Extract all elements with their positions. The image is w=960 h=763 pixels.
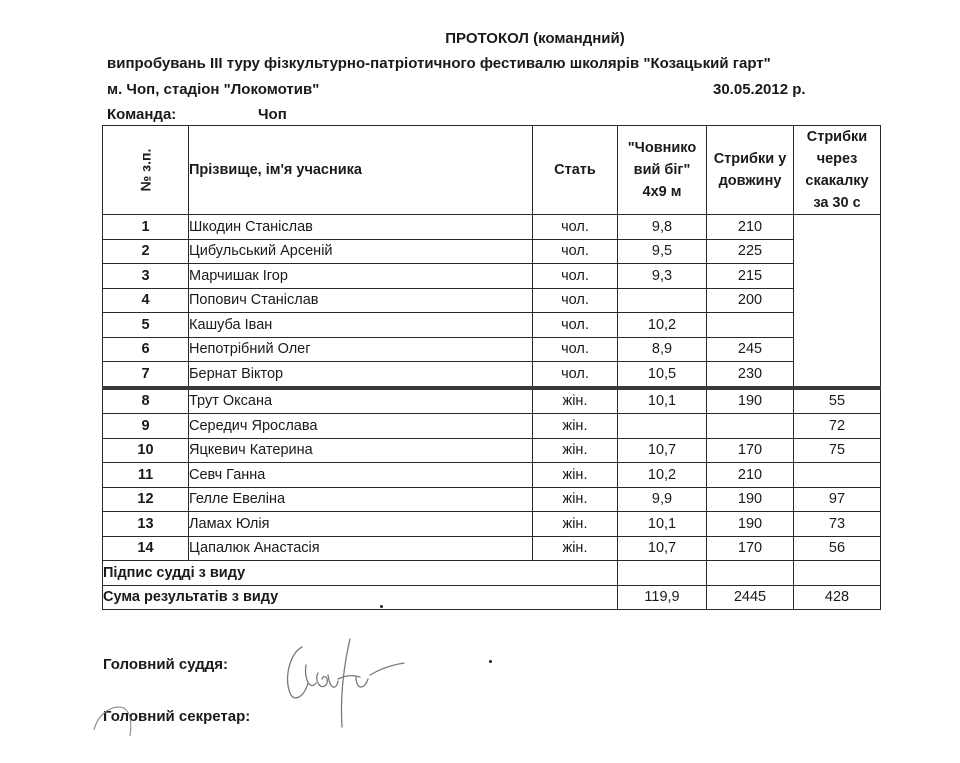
participant-sex: чол. bbox=[533, 264, 618, 289]
participant-number: 10 bbox=[103, 438, 189, 463]
venue: м. Чоп, стадіон "Локомотив" bbox=[107, 81, 320, 98]
judge-signature-run bbox=[618, 561, 707, 586]
participant-number: 7 bbox=[103, 362, 189, 388]
shuttle-run-result: 9,3 bbox=[618, 264, 707, 289]
table-row bbox=[103, 337, 881, 362]
judge-signature-rope bbox=[794, 561, 881, 586]
participant-name: Цапалюк Анастасія bbox=[189, 536, 533, 561]
participant-name: Непотрібний Олег bbox=[189, 337, 533, 362]
table-row bbox=[103, 313, 881, 338]
sum-label: Сума результатів з виду bbox=[103, 585, 618, 610]
participant-number: 3 bbox=[103, 264, 189, 289]
participant-number: 5 bbox=[103, 313, 189, 338]
participant-sex: чол. bbox=[533, 288, 618, 313]
column-header-number: № з.п. bbox=[103, 126, 189, 215]
judge-signature-label: Підпис судді з виду bbox=[103, 561, 618, 586]
long-jump-result bbox=[707, 313, 794, 338]
table-header-row bbox=[103, 126, 881, 215]
participant-name: Шкодин Станіслав bbox=[189, 215, 533, 240]
rope-jump-result: 73 bbox=[794, 512, 881, 537]
document-title: ПРОТОКОЛ (командний) bbox=[445, 30, 625, 47]
rope-jump-result: 72 bbox=[794, 414, 881, 439]
table-row bbox=[103, 215, 881, 240]
judge-signature-row bbox=[103, 561, 881, 586]
shuttle-run-result: 10,1 bbox=[618, 388, 707, 414]
shuttle-run-result: 8,9 bbox=[618, 337, 707, 362]
sum-rope-jump: 428 bbox=[794, 585, 881, 610]
chief-judge-label: Головний суддя: bbox=[103, 656, 229, 673]
long-jump-result bbox=[707, 414, 794, 439]
rope-jump-result: 97 bbox=[794, 487, 881, 512]
shuttle-run-result bbox=[618, 288, 707, 313]
long-jump-result: 230 bbox=[707, 362, 794, 388]
table-row bbox=[103, 487, 881, 512]
participant-number: 4 bbox=[103, 288, 189, 313]
participant-name: Бернат Віктор bbox=[189, 362, 533, 388]
participant-name: Гелле Евеліна bbox=[189, 487, 533, 512]
participant-sex: чол. bbox=[533, 337, 618, 362]
rope-jump-result: 55 bbox=[794, 388, 881, 414]
participant-sex: чол. bbox=[533, 362, 618, 388]
long-jump-result: 170 bbox=[707, 536, 794, 561]
participant-sex: жін. bbox=[533, 414, 618, 439]
long-jump-result: 200 bbox=[707, 288, 794, 313]
judge-signature-scribble bbox=[280, 635, 410, 730]
table-row bbox=[103, 512, 881, 537]
participant-sex: чол. bbox=[533, 313, 618, 338]
column-header-shuttle-run: "Човнико вий біг" 4х9 м bbox=[618, 126, 707, 215]
long-jump-result: 190 bbox=[707, 487, 794, 512]
participant-number: 6 bbox=[103, 337, 189, 362]
ink-dot bbox=[380, 605, 383, 608]
table-row bbox=[103, 288, 881, 313]
column-header-sex: Стать bbox=[533, 126, 618, 215]
long-jump-result: 190 bbox=[707, 512, 794, 537]
participant-sex: чол. bbox=[533, 239, 618, 264]
participant-number: 13 bbox=[103, 512, 189, 537]
participant-number: 1 bbox=[103, 215, 189, 240]
participant-name: Трут Оксана bbox=[189, 388, 533, 414]
results-table bbox=[102, 125, 881, 610]
table-row bbox=[103, 264, 881, 289]
shuttle-run-result: 10,7 bbox=[618, 536, 707, 561]
long-jump-result: 215 bbox=[707, 264, 794, 289]
table-row bbox=[103, 536, 881, 561]
rope-jump-result: 75 bbox=[794, 438, 881, 463]
sum-long-jump: 2445 bbox=[707, 585, 794, 610]
rope-jump-result-merged bbox=[794, 215, 881, 388]
rope-jump-result: 56 bbox=[794, 536, 881, 561]
team-label: Команда: bbox=[107, 106, 177, 123]
table-row bbox=[103, 388, 881, 414]
long-jump-result: 245 bbox=[707, 337, 794, 362]
table-row bbox=[103, 414, 881, 439]
column-header-rope-jump: Стрибки через скакалку за 30 с bbox=[794, 126, 881, 215]
participant-sex: жін. bbox=[533, 388, 618, 414]
long-jump-result: 170 bbox=[707, 438, 794, 463]
pen-mark bbox=[92, 700, 142, 740]
participant-sex: жін. bbox=[533, 463, 618, 488]
sum-shuttle-run: 119,9 bbox=[618, 585, 707, 610]
document-subtitle: випробувань ІІІ туру фізкультурно-патріотичного фестивалю школярів "Козацький гарт" bbox=[107, 55, 771, 72]
long-jump-result: 210 bbox=[707, 215, 794, 240]
shuttle-run-result: 10,7 bbox=[618, 438, 707, 463]
judge-signature-long bbox=[707, 561, 794, 586]
date: 30.05.2012 р. bbox=[713, 81, 806, 98]
long-jump-result: 210 bbox=[707, 463, 794, 488]
participant-name: Цибульський Арсеній bbox=[189, 239, 533, 264]
participant-name: Марчишак Ігор bbox=[189, 264, 533, 289]
shuttle-run-result: 9,9 bbox=[618, 487, 707, 512]
ink-dot bbox=[489, 660, 492, 663]
participant-name: Ламах Юлія bbox=[189, 512, 533, 537]
participant-number: 9 bbox=[103, 414, 189, 439]
participant-number: 8 bbox=[103, 388, 189, 414]
participant-number: 2 bbox=[103, 239, 189, 264]
table-row bbox=[103, 362, 881, 388]
participant-sex: жін. bbox=[533, 438, 618, 463]
column-header-name: Прізвище, ім'я учасника bbox=[189, 126, 533, 215]
participant-number: 11 bbox=[103, 463, 189, 488]
sum-row bbox=[103, 585, 881, 610]
shuttle-run-result: 9,8 bbox=[618, 215, 707, 240]
table-row bbox=[103, 463, 881, 488]
shuttle-run-result: 10,2 bbox=[618, 313, 707, 338]
column-header-long-jump: Стрибки у довжину bbox=[707, 126, 794, 215]
long-jump-result: 190 bbox=[707, 388, 794, 414]
shuttle-run-result: 10,5 bbox=[618, 362, 707, 388]
participant-name: Попович Станіслав bbox=[189, 288, 533, 313]
chief-secretary-label: Головний секретар: bbox=[103, 708, 251, 725]
shuttle-run-result: 10,2 bbox=[618, 463, 707, 488]
participant-number: 12 bbox=[103, 487, 189, 512]
team-value: Чоп bbox=[258, 106, 287, 123]
participant-name: Севч Ганна bbox=[189, 463, 533, 488]
shuttle-run-result: 10,1 bbox=[618, 512, 707, 537]
rope-jump-result bbox=[794, 463, 881, 488]
participant-sex: жін. bbox=[533, 536, 618, 561]
long-jump-result: 225 bbox=[707, 239, 794, 264]
participant-name: Середич Ярослава bbox=[189, 414, 533, 439]
participant-sex: чол. bbox=[533, 215, 618, 240]
participant-name: Кашуба Іван bbox=[189, 313, 533, 338]
participant-sex: жін. bbox=[533, 512, 618, 537]
table-row bbox=[103, 438, 881, 463]
shuttle-run-result bbox=[618, 414, 707, 439]
participant-name: Яцкевич Катерина bbox=[189, 438, 533, 463]
participant-number: 14 bbox=[103, 536, 189, 561]
table-row bbox=[103, 239, 881, 264]
shuttle-run-result: 9,5 bbox=[618, 239, 707, 264]
participant-sex: жін. bbox=[533, 487, 618, 512]
